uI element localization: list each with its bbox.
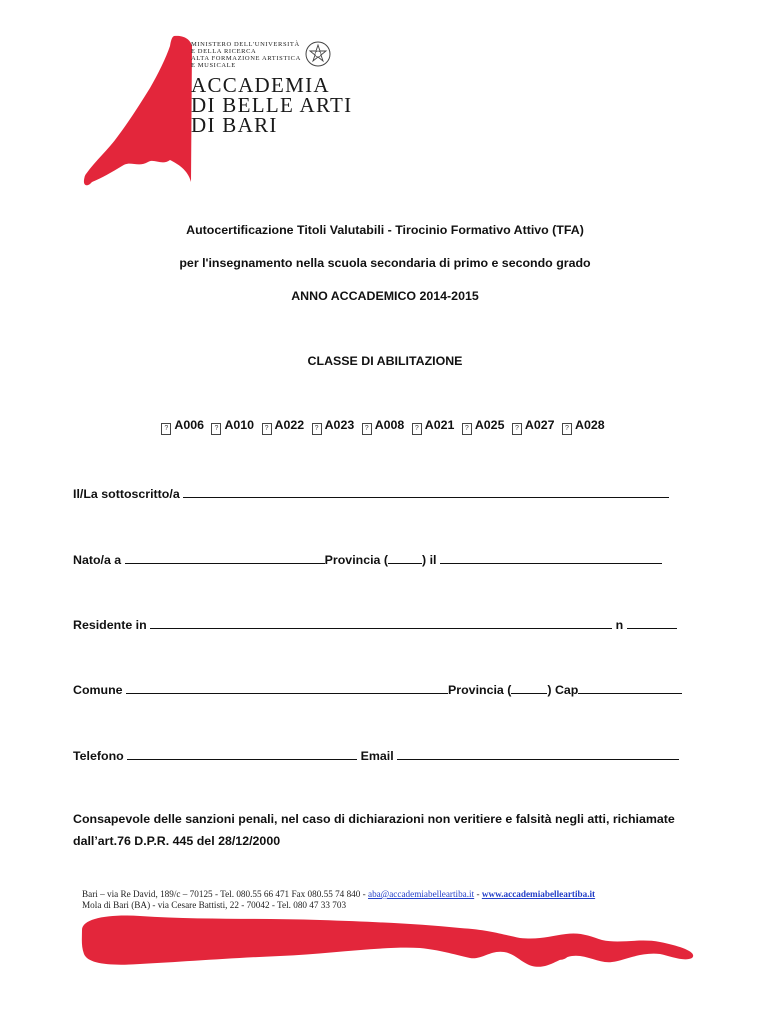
- street-number-field[interactable]: [627, 616, 677, 629]
- checkbox[interactable]: ?: [312, 423, 322, 435]
- municipality-row: [73, 681, 682, 697]
- birthplace-field[interactable]: [125, 551, 325, 564]
- municipality-label: Comune: [73, 683, 123, 697]
- ministry-line-3: ALTA FORMAZIONE ARTISTICA: [191, 55, 301, 62]
- class-option[interactable]: [512, 418, 555, 435]
- contact-row: [73, 747, 679, 763]
- checkbox[interactable]: ?: [211, 423, 221, 435]
- academy-name-line-2: DI BELLE ARTI: [191, 93, 353, 117]
- class-option[interactable]: [161, 418, 204, 435]
- checkbox[interactable]: ?: [412, 423, 422, 435]
- class-section-title: CLASSE DI ABILITAZIONE: [307, 354, 463, 368]
- academic-year: ANNO ACCADEMICO 2014-2015: [291, 289, 479, 303]
- class-option[interactable]: [412, 418, 455, 435]
- province-close-il: ) il: [422, 553, 437, 567]
- province-close-cap: ) Cap: [547, 683, 579, 697]
- ministry-line-2: E DELLA RICERCA: [191, 48, 257, 55]
- residence-row: [73, 616, 677, 632]
- ministry-line-4: E MUSICALE: [191, 62, 236, 69]
- born-label: Nato/a a: [73, 553, 122, 567]
- academy-name-line-1: ACCADEMIA: [191, 73, 330, 97]
- checkbox[interactable]: ?: [512, 423, 522, 435]
- undersigned-field[interactable]: [183, 485, 669, 498]
- class-option[interactable]: [362, 418, 405, 435]
- birth-province-field[interactable]: [388, 551, 422, 564]
- footer-email-link[interactable]: aba@accademiabelleartiba.it: [368, 889, 475, 899]
- undersigned-label: Il/La sottoscritto/a: [73, 487, 180, 501]
- municipality-province-field[interactable]: [511, 681, 547, 694]
- footer-address-line-2: Mola di Bari (BA) - via Cesare Battisti, 22 - 70042 - Tel. 080 47 33 703: [82, 900, 347, 910]
- academy-logo-brushstroke: [78, 32, 203, 192]
- class-code: A023: [324, 418, 355, 432]
- footer-separator: -: [474, 889, 482, 899]
- birthdate-field[interactable]: [440, 551, 662, 564]
- province-label: Provincia (: [324, 553, 389, 567]
- checkbox[interactable]: ?: [262, 423, 272, 435]
- ministry-line-1: MINISTERO DELL'UNIVERSITÀ: [191, 41, 300, 48]
- academy-name-line-3: DI BARI: [191, 113, 278, 137]
- class-option[interactable]: [312, 418, 355, 435]
- class-options: [0, 418, 770, 435]
- document-subtitle: per l'insegnamento nella scuola secondaria di primo e secondo grado: [179, 256, 591, 270]
- footer-address-line-1: [82, 889, 595, 900]
- undersigned-row: [73, 485, 669, 501]
- checkbox[interactable]: ?: [362, 423, 372, 435]
- footer-website-link[interactable]: www.accademiabelleartiba.it: [481, 889, 596, 899]
- class-option[interactable]: [262, 418, 305, 435]
- checkbox[interactable]: ?: [161, 423, 171, 435]
- province-label-2: Provincia (: [448, 683, 512, 697]
- republic-emblem-icon: [304, 40, 332, 68]
- footer-address-bari: Bari – via Re David, 189/c – 70125 - Tel. 080.55 66 471 Fax 080.55 74 840 -: [82, 889, 369, 899]
- class-code: A006: [174, 418, 204, 432]
- declaration-text: Consapevole delle sanzioni penali, nel caso di dichiarazioni non veritiere e falsità negli atti, richiamate dall’art.76 D.P.R. 445 del 28/12/2000: [73, 812, 675, 848]
- class-option[interactable]: [211, 418, 254, 435]
- class-code: A022: [274, 418, 305, 432]
- birth-row: [73, 551, 662, 567]
- email-field[interactable]: [397, 747, 679, 760]
- class-code: A010: [224, 418, 255, 432]
- phone-field[interactable]: [127, 747, 357, 760]
- class-code: A027: [524, 418, 555, 432]
- email-label: Email: [360, 749, 394, 763]
- class-option[interactable]: [462, 418, 505, 435]
- document-title: Autocertificazione Titoli Valutabili - Tirocinio Formativo Attivo (TFA): [186, 223, 584, 237]
- class-code: A025: [474, 418, 505, 432]
- class-code: A021: [424, 418, 455, 432]
- footer-brushstroke: [80, 910, 700, 972]
- phone-label: Telefono: [73, 749, 124, 763]
- resident-label: Residente in: [73, 618, 147, 632]
- postal-code-field[interactable]: [578, 681, 682, 694]
- checkbox[interactable]: ?: [462, 423, 472, 435]
- class-code: A028: [575, 418, 605, 432]
- number-label: n: [615, 618, 624, 632]
- class-code: A008: [374, 418, 405, 432]
- municipality-field[interactable]: [126, 681, 448, 694]
- checkbox[interactable]: ?: [562, 423, 572, 435]
- residence-field[interactable]: [150, 616, 612, 629]
- class-option[interactable]: [562, 418, 605, 435]
